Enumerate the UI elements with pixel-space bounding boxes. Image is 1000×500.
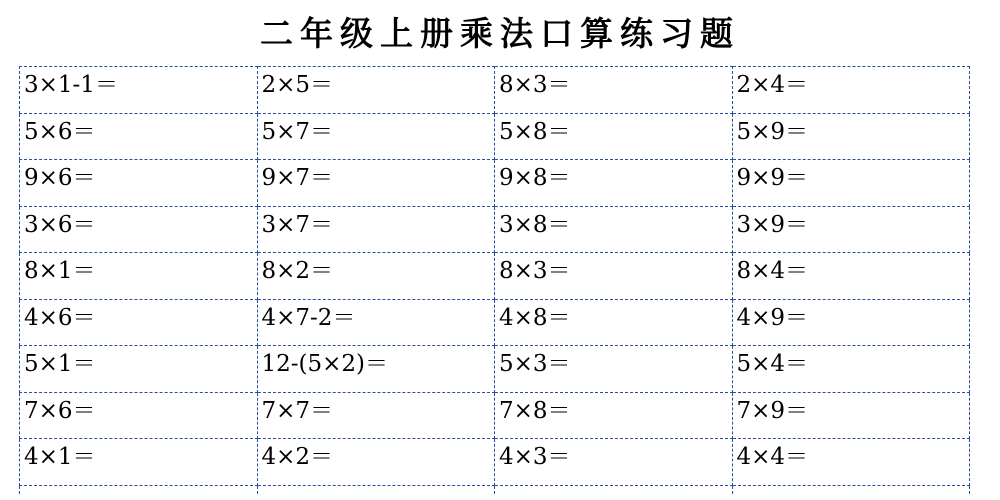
exercise-cell: 4×3＝ bbox=[495, 439, 733, 486]
exercise-cell: 2×5＝ bbox=[257, 67, 495, 114]
exercise-cell: 8×2＝ bbox=[257, 253, 495, 300]
exercise-cell: 5×4＝ bbox=[732, 346, 970, 393]
table-row bbox=[20, 439, 970, 486]
exercise-cell: 5×7＝ bbox=[257, 113, 495, 160]
exercise-cell: 4×2＝ bbox=[257, 439, 495, 486]
empty-cell bbox=[495, 485, 733, 494]
exercise-cell: 7×9＝ bbox=[732, 392, 970, 439]
exercise-cell: 9×8＝ bbox=[495, 160, 733, 207]
exercise-cell: 8×1＝ bbox=[20, 253, 258, 300]
table-row bbox=[20, 346, 970, 393]
exercise-cell: 4×1＝ bbox=[20, 439, 258, 486]
table-row bbox=[20, 67, 970, 114]
exercise-cell: 4×8＝ bbox=[495, 299, 733, 346]
exercise-cell: 4×4＝ bbox=[732, 439, 970, 486]
table-row bbox=[20, 206, 970, 253]
exercise-cell: 8×4＝ bbox=[732, 253, 970, 300]
exercise-cell: 7×7＝ bbox=[257, 392, 495, 439]
exercise-cell: 3×1-1＝ bbox=[20, 67, 258, 114]
exercise-cell: 7×6＝ bbox=[20, 392, 258, 439]
exercise-cell: 2×4＝ bbox=[732, 67, 970, 114]
table-row bbox=[20, 113, 970, 160]
exercise-cell: 8×3＝ bbox=[495, 253, 733, 300]
exercise-cell: 5×9＝ bbox=[732, 113, 970, 160]
exercise-cell: 9×9＝ bbox=[732, 160, 970, 207]
exercise-cell: 3×9＝ bbox=[732, 206, 970, 253]
page-title: 二年级上册乘法口算练习题 bbox=[260, 14, 740, 53]
table-row-partial bbox=[20, 485, 970, 494]
exercise-cell: 3×6＝ bbox=[20, 206, 258, 253]
empty-cell bbox=[20, 485, 258, 494]
exercise-cell: 9×7＝ bbox=[257, 160, 495, 207]
exercise-cell: 5×3＝ bbox=[495, 346, 733, 393]
exercise-cell: 9×6＝ bbox=[20, 160, 258, 207]
exercise-cell: 12-(5×2)＝ bbox=[257, 346, 495, 393]
exercise-cell: 3×8＝ bbox=[495, 206, 733, 253]
exercise-cell: 7×8＝ bbox=[495, 392, 733, 439]
table-row bbox=[20, 392, 970, 439]
exercise-cell: 3×7＝ bbox=[257, 206, 495, 253]
exercise-cell: 4×9＝ bbox=[732, 299, 970, 346]
exercise-cell: 4×6＝ bbox=[20, 299, 258, 346]
table-row bbox=[20, 299, 970, 346]
exercise-cell: 5×8＝ bbox=[495, 113, 733, 160]
table-row bbox=[20, 253, 970, 300]
exercise-cell: 5×1＝ bbox=[20, 346, 258, 393]
empty-cell bbox=[257, 485, 495, 494]
exercise-table bbox=[19, 66, 970, 494]
exercise-cell: 8×3＝ bbox=[495, 67, 733, 114]
exercise-cell: 4×7-2＝ bbox=[257, 299, 495, 346]
exercise-cell: 5×6＝ bbox=[20, 113, 258, 160]
table-row bbox=[20, 160, 970, 207]
empty-cell bbox=[732, 485, 970, 494]
